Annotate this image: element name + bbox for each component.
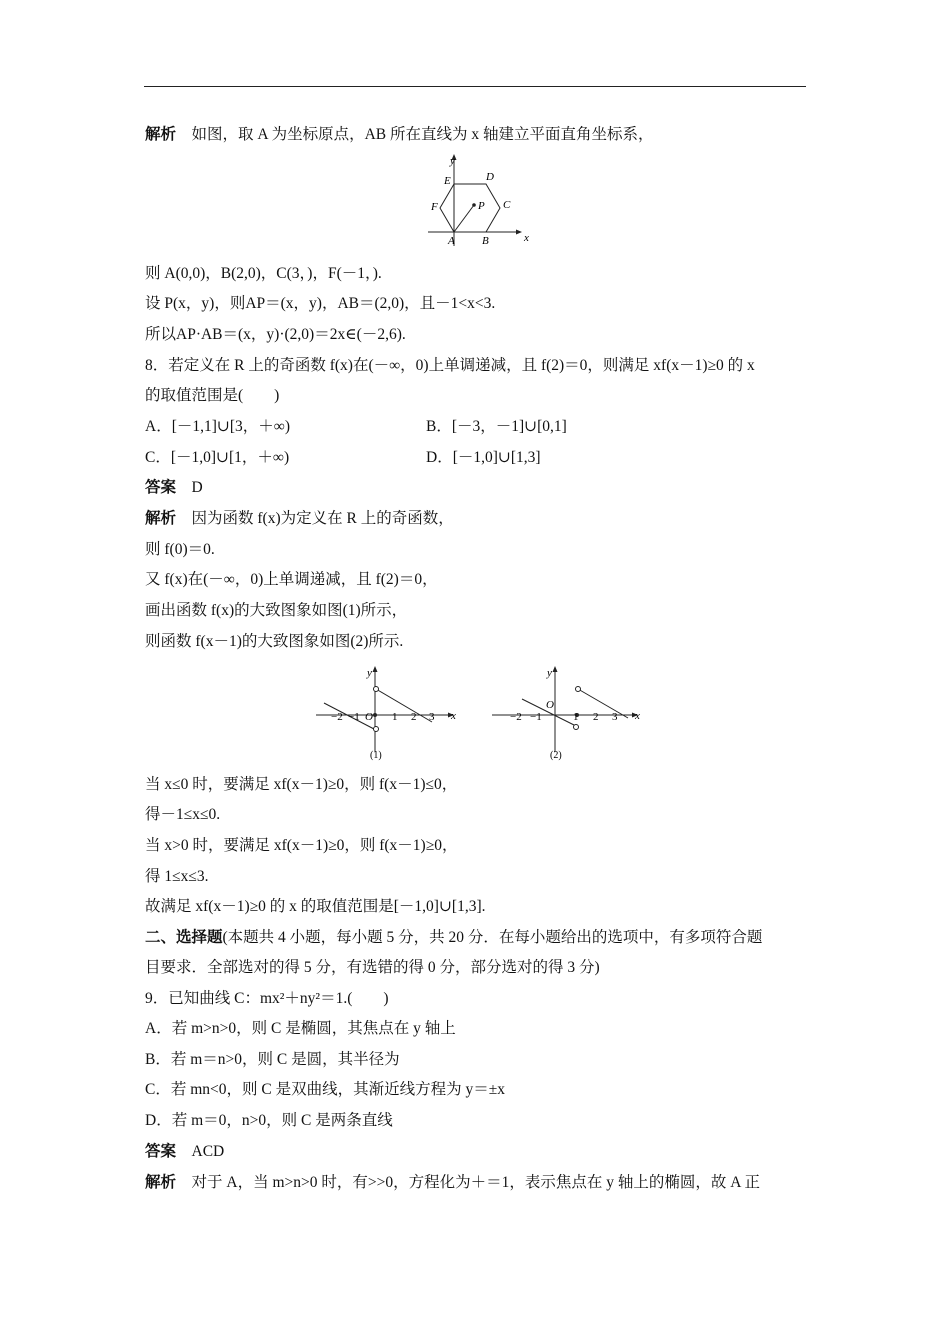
option-9d: D．若 m＝0，n>0，则 C 是两条直线 [145,1112,393,1129]
g1-caption: (1) [370,750,382,761]
analysis-8-line-5: 则函数 f(x－1)的大致图象如图(2)所示. [145,633,404,650]
line-4: 所以AP·AB＝(x，y)·(2,0)＝2x∈(－2,6). [145,326,406,343]
hex-label-e: E [444,175,451,187]
hex-x-arrow [516,230,522,235]
g1-right-branch [376,689,432,722]
g1-origin-label: O [365,711,373,723]
g2-y-label: y [547,667,552,679]
option-8c: C．[－1,0]∪[1，＋∞) [145,449,290,466]
g1-x-label: x [451,710,456,722]
hexagon-shape [440,184,500,232]
g1-tick-2: 2 [411,711,417,723]
question-8-cont: 的取值范围是( ) [145,387,280,404]
point-p [472,203,476,207]
g2-x-label: x [635,710,640,722]
g2-caption: (2) [550,750,562,761]
hex-label-d: D [486,171,494,183]
analysis-8-line-3: 又 f(x)在(－∞，0)上单调递减，且 f(2)＝0， [145,571,438,588]
section-heading: 二、选择题(本题共 4 小题，每小题 5 分，共 20 分．在每小题给出的选项中，有多项符合题 [145,929,763,946]
graph-1 [310,662,460,766]
g2-right-branch [578,689,628,718]
hex-label-p: P [478,200,485,212]
answer-8: 答案 D [145,479,203,496]
g1-y-arrow [373,666,378,672]
option-9c: C．若 mn<0，则 C 是双曲线，其渐近线方程为 y＝±x [145,1081,505,1098]
g2-open-point-bottom [574,725,579,730]
g1-y-label: y [367,667,372,679]
analysis-8-line-8: 当 x>0 时，要满足 xf(x－1)≥0，则 f(x－1)≥0， [145,837,458,854]
g1-tick-1: 1 [392,711,398,723]
option-9b: B．若 m＝n>0，则 C 是圆，其半径为 [145,1051,400,1068]
g1-tick-3: 3 [429,711,435,723]
section-title: 二、选择题 [145,929,223,946]
g2-tick-3: 3 [612,711,618,723]
hex-y-label: y [450,155,455,167]
g1-open-point-top [374,687,379,692]
analysis-label: 解析 [145,126,177,143]
analysis-line-1: 解析 如图，取 A 为坐标原点，AB 所在直线为 x 轴建立平面直角坐标系， [145,126,654,143]
analysis-8-line-10: 故满足 xf(x－1)≥0 的 x 的取值范围是[－1,0]∪[1,3]. [145,898,486,915]
g2-y-arrow [553,666,558,672]
option-8b: B．[－3，－1]∪[0,1] [426,418,567,435]
option-8d: D．[－1,0]∪[1,3] [426,449,541,466]
g2-tick-1: 1 [573,711,579,723]
g1-tick-m2: −2 [331,711,343,723]
segment-ap [454,205,474,232]
g1-open-point-bottom [374,727,379,732]
hex-label-b: B [482,235,489,247]
analysis-8-line-2: 则 f(0)＝0. [145,541,215,558]
header-rule [144,86,806,87]
option-9a: A．若 m>n>0，则 C 是椭圆，其焦点在 y 轴上 [145,1020,456,1037]
line-3: 设 P(x，y)，则AP＝(x，y)，AB＝(2,0)，且－1<x<3. [145,295,496,312]
answer-label: 答案 [145,1143,177,1160]
hexagon-figure [420,150,532,250]
graph-2 [488,662,644,766]
option-8a: A．[－1,1]∪[3，＋∞) [145,418,291,435]
question-8: 8．若定义在 R 上的奇函数 f(x)在(－∞，0)上单调递减，且 f(2)＝0，则满足 xf(x－1)≥0 的 x [145,357,755,374]
analysis-8-line-1: 解析 因为函数 f(x)为定义在 R 上的奇函数， [145,510,454,527]
hex-label-f: F [431,201,438,213]
g2-tick-2: 2 [593,711,599,723]
analysis-label: 解析 [145,1174,177,1191]
analysis-9-line-1: 解析 对于 A，当 m>n>0 时，有>>0，方程化为＋＝1，表示焦点在 y 轴上的椭圆，故 A 正 [145,1174,760,1191]
analysis-8-line-9: 得 1≤x≤3. [145,868,209,885]
analysis-label: 解析 [145,510,177,527]
analysis-8-line-6: 当 x≤0 时，要满足 xf(x－1)≥0，则 f(x－1)≤0， [145,776,458,793]
line-2: 则 A(0,0)，B(2,0)，C(3，)，F(－1，). [145,265,382,282]
g2-tick-m1: −1 [530,711,542,723]
g2-tick-m2: −2 [510,711,522,723]
analysis-8-line-7: 得－1≤x≤0. [145,806,221,823]
g2-origin-label: O [546,699,554,711]
answer-9: 答案 ACD [145,1143,225,1160]
g1-origin-point [373,713,377,717]
analysis-8-line-4: 画出函数 f(x)的大致图象如图(1)所示， [145,602,408,619]
answer-label: 答案 [145,479,177,496]
question-9: 9．已知曲线 C：mx²＋ny²＝1.( ) [145,990,389,1007]
g1-tick-m1: −1 [348,711,360,723]
hex-label-c: C [503,199,511,211]
g2-open-point-top [576,687,581,692]
hex-x-label: x [524,232,529,244]
section-heading-cont: 目要求．全部选对的得 5 分，有选错的得 0 分，部分选对的得 3 分) [145,959,600,976]
hex-label-a: A [448,235,455,247]
